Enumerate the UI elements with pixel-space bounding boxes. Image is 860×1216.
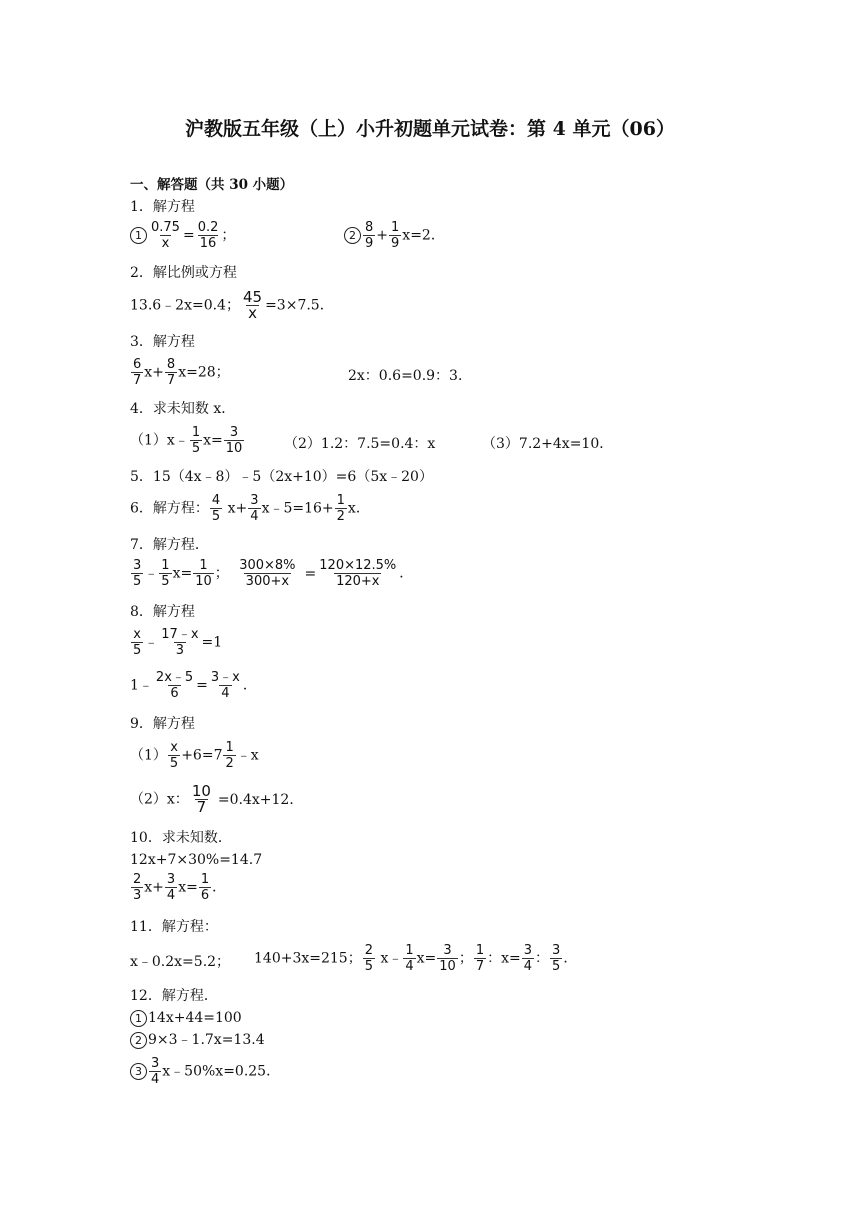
fraction: $\frac{10}{7}$ [191,782,211,816]
fraction: $\frac{1}{2}$ [225,740,234,771]
fraction: $\frac{1}{7}$ [475,943,485,974]
fraction: $\frac{1}{6}$ [200,872,210,903]
question-9-eq-2: （2）x： $\frac{10}{7}$ =0.4x+12． [130,782,304,816]
question-12-eq-2: 2 9×3﹣1.7x=13.4 [130,1031,265,1049]
fraction: $\frac{4}{5}$ [211,493,221,524]
fraction: $\frac{300\times 8\%}{300+x}$ [239,558,296,589]
fraction: $\frac{1}{4}$ [405,943,414,974]
question-12-eq-3: 3 $\frac{3}{4}$ x﹣50%x=0.25． [130,1056,280,1087]
fraction: $\frac{6}{7}$ [133,357,142,388]
fraction: $\frac{45}{x}$ [242,288,263,322]
fraction: $\frac{0.75}{x}$ [151,220,180,251]
question-10-label: 10．求未知数． [130,830,232,846]
question-11-label: 11．解方程： [130,919,218,935]
circled-number: 3 [130,1063,147,1080]
fraction: $\frac{120\times 12.5\%}{120+x}$ [319,558,397,589]
question-7-label: 7．解方程． [130,537,209,553]
question-4-eq-2: （2）1.2：7.5=0.4：x [284,436,436,452]
fraction: $\frac{8}{9}$ [365,220,374,251]
fraction: $\frac{0.2}{16}$ [197,220,219,251]
question-11-eq-1: x﹣0.2x=5.2； [130,954,231,970]
section-heading: 一、解答题（共 30 小题） [130,177,294,193]
question-2-eq: 13.6﹣2x=0.4； $\frac{45}{x}$ =3×7.5． [130,288,334,322]
question-10-eq-2: $\frac{2}{3}$ x+ $\frac{3}{4}$ x= $\frac{1}{6}$ ． [133,872,227,903]
question-3-eq-b: 2x：0.6=0.9：3． [348,368,472,384]
question-7-eq: $\frac{3}{5}$ ﹣ $\frac{1}{5}$ x= $\frac{1}{10}$ ； $\frac{300\times 8\%}{300+x}$ = $\frac{120\times 12.5\%}{120+x}$ ． [133,558,414,589]
question-1-eq-b: 2 $\frac{8}{9}$ + $\frac{1}{9}$ x=2． [344,220,445,251]
question-3-eq-a: $\frac{6}{7}$ x+ $\frac{8}{7}$ x=28； [133,357,230,388]
fraction: $\frac{2x﹣5}{6}$ [155,670,194,701]
question-11-eq-2: 140+3x=215； $\frac{2}{5}$ x﹣ $\frac{1}{4}$ x= $\frac{3}{10}$ ； $\frac{1}{7}$ ：x= $\frac{3}{4}$ ： $\frac{3}{5}$ ． [254,943,578,974]
fraction: $\frac{3﹣x}{4}$ [210,670,240,701]
fraction: $\frac{x}{5}$ [169,740,179,771]
question-2-label: 2．解比例或方程 [130,265,237,281]
fraction: $\frac{1}{9}$ [391,220,400,251]
question-4-label: 4．求未知数 x． [130,401,236,417]
question-12-label: 12．解方程． [130,988,218,1004]
fraction: $\frac{3}{4}$ [166,872,176,903]
fraction: $\frac{2}{3}$ [133,872,142,903]
fraction: $\frac{1}{10}$ [195,558,212,589]
question-8-label: 8．解方程 [130,604,195,620]
question-12-eq-1: 1 14x+44=100 [130,1009,242,1027]
question-8-eq-2: 1﹣ $\frac{2x﹣5}{6}$ = $\frac{3﹣x}{4}$ ． [130,670,257,701]
fraction: $\frac{2}{5}$ [364,943,373,974]
question-8-eq-1: $\frac{x}{5}$ ﹣ $\frac{17﹣x}{3}$ =1 [133,627,223,658]
fraction: $\frac{1}{5}$ [161,558,170,589]
question-9-eq-1: （1） $\frac{x}{5}$ +6=7 $\frac{1}{2}$ ﹣x [130,740,259,771]
fraction: $\frac{1}{5}$ [191,425,201,456]
question-1-eq-a: 1 $\frac{0.75}{x}$ = $\frac{0.2}{16}$ ； [130,220,235,251]
circled-number: 2 [130,1032,147,1049]
fraction: $\frac{3}{4}$ [523,943,533,974]
question-3-label: 3．解方程 [130,334,195,350]
fraction: $\frac{3}{4}$ [151,1056,160,1087]
question-9-label: 9．解方程 [130,716,195,732]
question-4-eq-3: （3）7.2+4x=10． [482,436,614,452]
question-6: 6．解方程： $\frac{4}{5}$ x+ $\frac{3}{4}$ x﹣5=16+ $\frac{1}{2}$ x． [130,493,370,524]
fraction: $\frac{17﹣x}{3}$ [161,627,199,658]
page-title: 沪教版五年级（上）小升初题单元试卷：第 4 单元（06） [185,118,675,140]
circled-number: 1 [130,1010,147,1027]
question-4-eq-1: （1）x﹣ $\frac{1}{5}$ x= $\frac{3}{10}$ [130,425,243,456]
fraction: $\frac{1}{2}$ [336,493,345,524]
fraction: $\frac{x}{5}$ [133,627,142,658]
circled-number: 1 [130,227,147,244]
fraction: $\frac{3}{10}$ [439,943,456,974]
fraction: $\frac{3}{5}$ [133,558,142,589]
fraction: $\frac{3}{5}$ [552,943,561,974]
fraction: $\frac{3}{4}$ [250,493,259,524]
fraction: $\frac{3}{10}$ [225,425,243,456]
fraction: $\frac{8}{7}$ [166,357,176,388]
question-5: 5．15（4x﹣8）﹣5（2x+10）=6（5x﹣20） [130,469,433,485]
question-10-eq-1: 12x+7×30%=14.7 [130,852,263,868]
circled-number: 2 [344,227,361,244]
question-1-label: 1．解方程 [130,199,195,215]
